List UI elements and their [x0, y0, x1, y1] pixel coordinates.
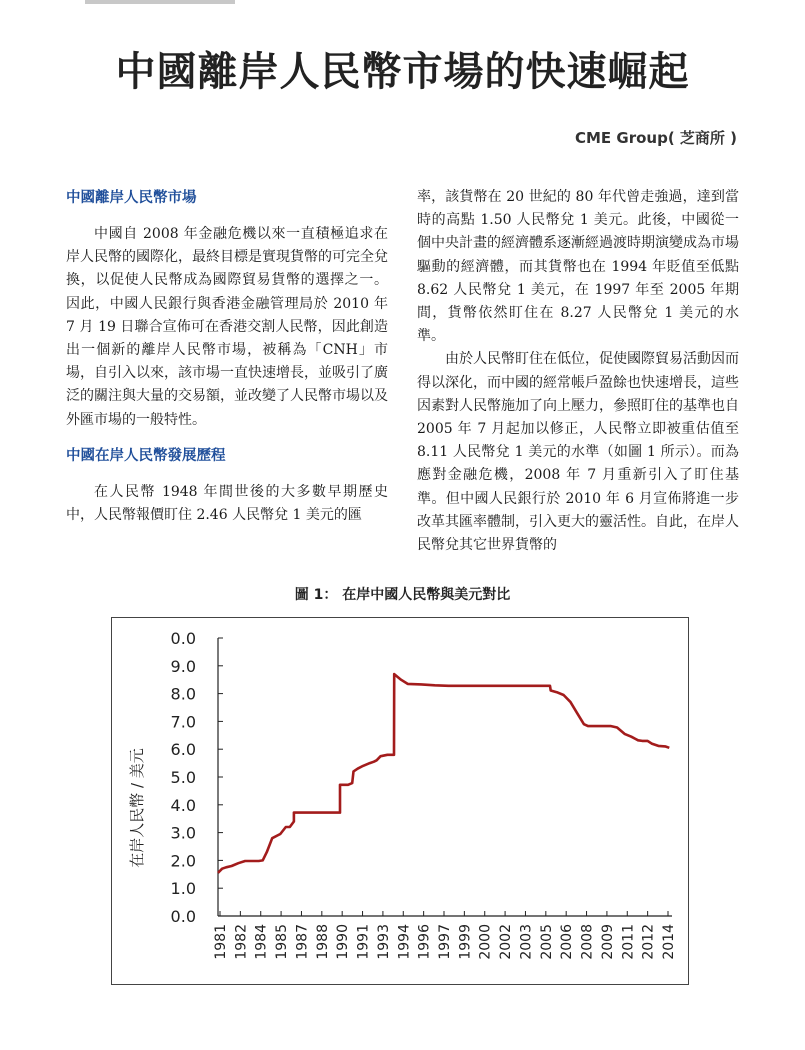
figure-caption: 圖 1： 在岸中國人民幣與美元對比 [294, 587, 511, 603]
x-tick-label: 1996 [416, 924, 433, 960]
right-column [417, 186, 739, 557]
x-tick-label: 2011 [620, 924, 637, 960]
paragraph: 率，該貨幣在 20 世紀的 80 年代曾走強過，達到當時的高點 1.50 人民幣兌 1 美元。此後，中國從一個中央計畫的經濟體系逐漸經過渡時期演變成為市場驅動的經濟體，而其貨幣也在 1994 年貶值至低點 8.62 人民幣兌 1 美元，在 1997 年至 2005 年期間，貨幣依然盯住在 8.27 人民幣兌 1 美元的水準。 [417, 189, 739, 345]
x-tick-label: 1985 [274, 924, 291, 960]
x-tick-label: 1993 [375, 924, 392, 960]
paragraph: 中國自 2008 年金融危機以來一直積極追求在岸人民幣的國際化，最終目標是實現貨幣的可完全兌換，以促使人民幣成為國際貿易貨幣的選擇之一。 因此，中國人民銀行與香港金融管理局於 2010 年 7 月 19 日聯合宣佈可在香港交割人民幣，因此創造出一個新的離岸人民幣市場，被稱為「CNH」市場，自引入以來，該市場一直快速增長，並吸引了廣泛的關注與大量的交易額，並改變了人民幣市場以及外匯市場的一般特性。 [66, 226, 388, 428]
x-tick-label: 2008 [579, 924, 596, 960]
series-line [218, 674, 669, 873]
chart-frame [111, 617, 689, 985]
section-heading-onshore: 中國在岸人民幣發展歷程 [66, 447, 226, 464]
y-axis [171, 629, 223, 926]
x-tick-label: 2014 [661, 924, 677, 960]
series-layer [218, 674, 669, 873]
section-heading-offshore: 中國離岸人民幣市場 [66, 190, 197, 206]
x-tick-label: 1984 [253, 924, 270, 960]
x-tick-label: 2003 [518, 924, 535, 960]
y-tick-label: 2.0 [170, 851, 196, 871]
x-tick-label: 2005 [538, 924, 555, 960]
y-tick-label: 7.0 [170, 712, 196, 732]
x-tick-label: 2012 [640, 924, 657, 960]
y-tick-label: 0.0 [170, 629, 196, 648]
x-tick-label: 2000 [477, 924, 494, 960]
y-tick-label: 6.0 [170, 740, 196, 760]
left-column [66, 186, 388, 527]
x-tick-label: 1991 [355, 924, 372, 960]
x-tick-label: 1990 [335, 924, 352, 960]
y-tick-label: 9.0 [170, 656, 196, 676]
x-axis [213, 911, 677, 960]
y-tick-label: 4.0 [170, 795, 196, 815]
y-tick-label: 8.0 [170, 684, 196, 704]
y-tick-label: 0.0 [170, 907, 196, 926]
x-tick-label: 1987 [294, 924, 311, 960]
author-label: CME Group( 芝商所 ) [575, 129, 737, 147]
x-tick-label: 1997 [437, 924, 453, 960]
paragraph: 在人民幣 1948 年間世後的大多數早期歷史中，人民幣報價盯住 2.46 人民幣兌 1 美元的匯 [66, 483, 388, 524]
x-tick-label: 2002 [498, 924, 515, 960]
x-tick-label: 2009 [599, 924, 616, 960]
line-chart [112, 618, 688, 984]
x-tick-label: 2006 [559, 924, 576, 960]
x-tick-label: 1999 [457, 924, 474, 960]
x-tick-label: 1982 [233, 924, 250, 960]
y-axis-label: 在岸人民幣 / 美元 [128, 748, 146, 868]
y-tick-label: 1.0 [170, 879, 196, 899]
top-decorative-rule [85, 0, 235, 4]
y-tick-label: 3.0 [170, 823, 196, 843]
y-tick-label: 5.0 [170, 768, 196, 787]
x-tick-label: 1994 [396, 924, 413, 960]
x-tick-label: 1988 [314, 924, 331, 960]
page-title: 中國離岸人民幣市場的快速崛起 [115, 49, 690, 95]
x-tick-label: 1981 [213, 924, 229, 960]
paragraph: 由於人民幣盯住在低位，促使國際貿易活動因而得以深化，而中國的經常帳戶盈餘也快速增長，這些因素對人民幣施加了向上壓力，參照盯住的基準也自 2005 年 7 月起加以修正，人民幣立即被重估值至 8.11 人民幣兌 1 美元的水準（如圖 1 所示）。而為應對金融危機，2008 年 7 月重新引入了盯住基準。但中國人民銀行於 2010 年 6 月宣佈將進一步改革其匯率體制，引入更大的靈活性。自此，在岸人民幣兌其它世界貨幣的 [417, 351, 739, 554]
